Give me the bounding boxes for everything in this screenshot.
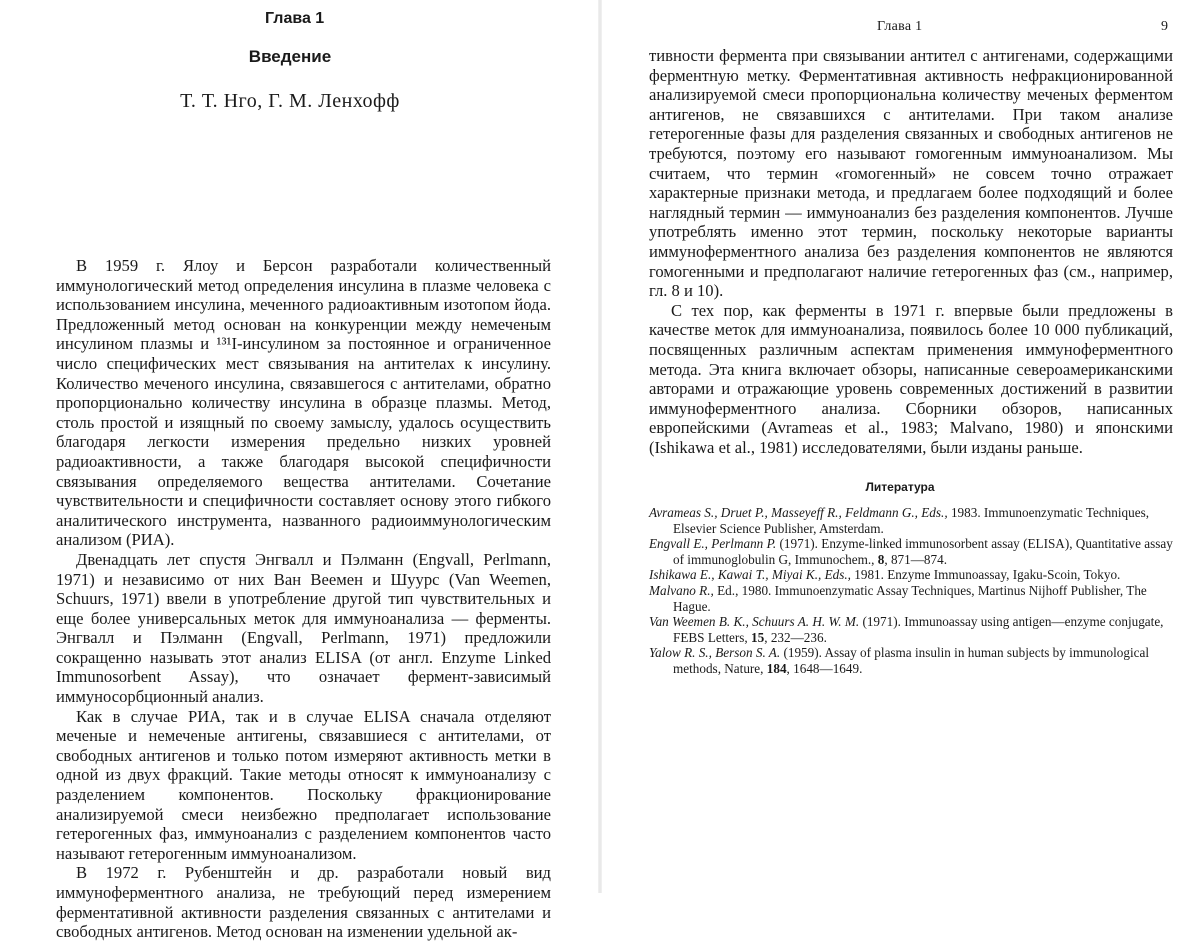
reference-pages: , 1648—1649. (786, 660, 863, 676)
reference-authors: Avrameas S., Druet P., Masseyeff R., Feldmann G., Eds., (649, 505, 948, 520)
left-body-text (56, 256, 551, 942)
reference-pages: , 232—236. (764, 629, 827, 645)
reference-list (649, 505, 1173, 677)
right-page (600, 0, 1200, 893)
reference-item (649, 583, 1173, 614)
reference-volume: 8 (877, 551, 885, 567)
reference-item (649, 505, 1173, 536)
reference-authors: Van Weemen B. K., Schuurs A. H. W. M. (649, 614, 860, 630)
chapter-label: Глава 1 (265, 10, 325, 27)
reference-text: (1971). Immunoassay using antigen—enzyme conjugate, FEBS Letters, (673, 614, 1164, 645)
literature-heading: Литература (865, 480, 935, 494)
paragraph: Двенадцать лет спустя Энгвалл и Пэлманн (Engvall, Perlmann, 1971) и независимо от них Ван Веемен и Шуурс (Van Weemen, Schuurs, 1971) ввели в употребление другой тип чувствительных и еще более универсальных меток для иммуноанализа — ферменты. Энгвалл и Пэлманн (Engvall, Perlmann, 1971) предложили сокращенно называть этот анализ ELISA (от англ. Enzyme Linked Immunosorbent Assay), что означает фермент-зависимый иммуносорбционный анализ. (56, 549, 551, 707)
running-head: Глава 1 (877, 19, 923, 34)
reference-pages: , 871—874. (884, 551, 947, 567)
chapter-title: Введение (248, 47, 332, 66)
paragraph: тивности фермента при связывании антител с антигенами, содержащими ферментную метку. Ферментативная активность нефракционированной анализируемой смеси пропорциональна количеству меченых ферментом антигенов, не связавшихся с антителами. При таком анализе гетерогенные фазы для разделения связанных и свободных антигенов не требуются, поэтому его называют гомогенным иммуноанализом. Мы считаем, что термин «гомогенный» не совсем точно отражает характерные признаки метода, и предлагаем более подходящий и более наглядный термин — иммуноанализ без разделения компонентов. Лучше употреблять именно этот термин, поскольку некоторые варианты иммуноферментного анализа без разделения компонентов не являются гомогенными и предполагают наличие гетерогенных фаз (см., например, гл. 8 и 10). (649, 46, 1173, 301)
chapter-authors: Т. Т. Нго, Г. М. Ленхофф (180, 90, 400, 112)
reference-item (649, 567, 1173, 583)
page-number: 9 (1161, 19, 1168, 34)
reference-item (649, 536, 1173, 567)
reference-text: (1959). Assay of plasma insulin in human subjects by immunological methods, Nature, (673, 645, 1150, 676)
paragraph: В 1959 г. Ялоу и Берсон разработали количественный иммунологический метод определения инсулина в плазме человека с использованием инсулина, меченного радиоактивным изотопом йода. Предложенный метод основан на конкуренции между немеченым инсулином плазмы и ¹³¹I-инсулином за постоянное и ограниченное число специфических мест связывания на антителах к инсулину. Количество меченого инсулина, связавшегося с антителами, обратно пропорционально количеству инсулина в образце плазмы. Метод, столь простой и изящный по своему замыслу, удалось осуществить благодаря легкости измерения предельно низких уровней радиоактивности, а также благодаря высокой специфичности связывания определяемого вещества антителами. Сочетание чувствительности и специфичности составляет основу этого гибкого аналитического инструмента, названного радиоиммунологическим анализом (РИА). (56, 256, 551, 550)
paragraph: Как в случае РИА, так и в случае ELISA сначала отделяют меченые и немеченые антигены, связавшиеся с антителами, от свободных антигенов и только потом измеряют активность метки в одной из двух фракций. Такие методы относят к иммуноанализу с разделением компонентов. Поскольку фракционирование анализируемой смеси неизбежно предполагает использование гетерогенных фаз, иммуноанализ с разделением компонентов часто называют гетерогенным иммуноанализом. (56, 706, 551, 863)
reference-volume: 15 (751, 629, 765, 645)
reference-authors: Engvall E., Perlmann P. (649, 536, 777, 552)
reference-text: 1981. Enzyme Immunoassay, Igaku-Scoin, Tokyo. (850, 567, 1121, 583)
paragraph: В 1972 г. Рубенштейн и др. разработали новый вид иммуноферментного анализа, не требующий перед измерением ферментативной активности разделения связанных с антителами и свободных антигенов. Метод основан на изменении удельной ак- (56, 863, 551, 942)
paragraph: С тех пор, как ферменты в 1971 г. впервые были предложены в качестве меток для иммуноанализа, появилось более 10 000 публикаций, посвященных различным аспектам применения иммуноферментного метода. Эта книга включает обзоры, написанные североамериканскими авторами и отражающие уровень современных достижений в развитии иммуноферментного анализа. Сборники обзоров, написанных европейскими (Avrameas et al., 1983; Malvano, 1980) и японскими (Ishikawa et al., 1981) исследователями, были изданы раньше. (649, 300, 1173, 457)
reference-authors: Ishikawa E., Kawai T., Miyai K., Eds., (649, 567, 851, 583)
reference-item (649, 614, 1173, 645)
reference-authors: Malvano R., (649, 582, 714, 598)
right-body-text (649, 46, 1173, 457)
reference-text: Ed., 1980. Immunoenzymatic Assay Techniques, Martinus Nijhoff Publisher, The Hague. (673, 582, 1147, 614)
reference-text: 1983. Immunoenzymatic Techniques, Elsevier Science Publisher, Amsterdam. (673, 505, 1150, 536)
reference-item (649, 645, 1173, 676)
reference-text: (1971). Enzyme-linked immunosorbent assay (ELISA), Quantitative assay of immunoglobulin G, Immunochem., (673, 536, 1173, 567)
reference-authors: Yalow R. S., Berson S. A. (649, 645, 781, 661)
reference-volume: 184 (766, 660, 787, 676)
